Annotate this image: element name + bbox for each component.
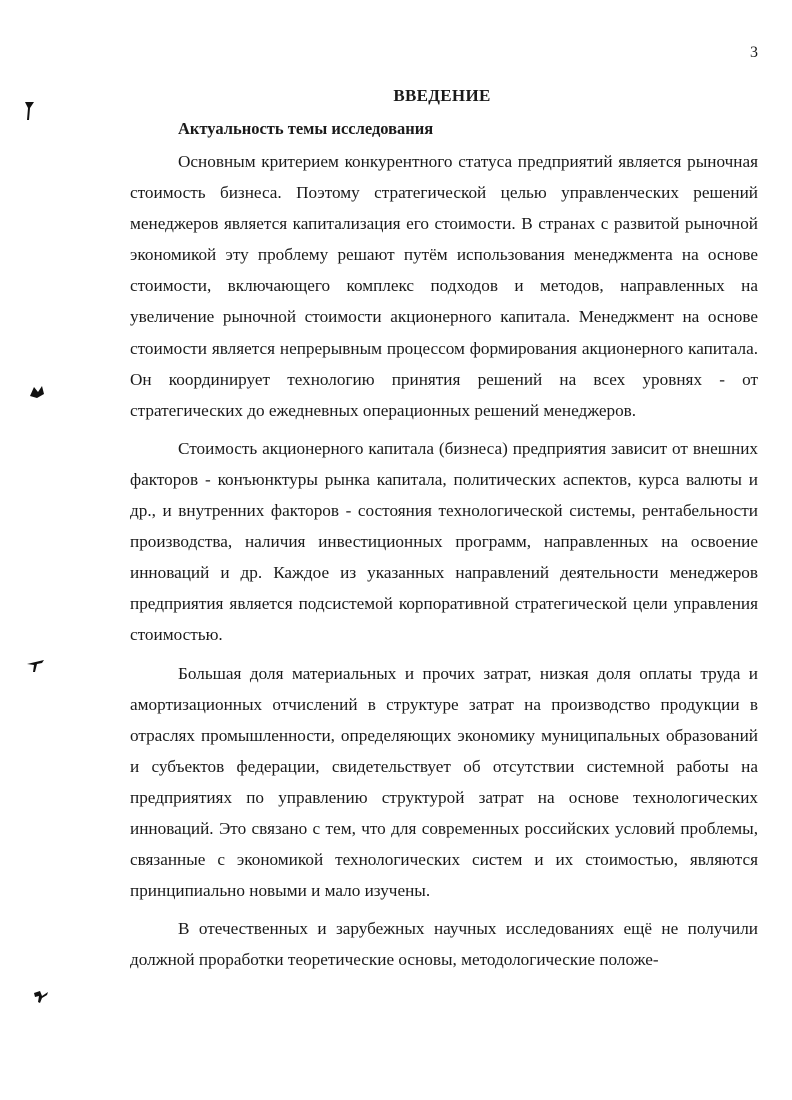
page-heading: ВВЕДЕНИЕ	[393, 86, 491, 105]
paragraph-3: Большая доля материальных и прочих затрат, низкая доля оплаты труда и амортизационных отчислений в структуре затрат на производство продукции в отраслях промышленности, определяющих экономику муниципальных образований и субъектов федерации, свидетельствует об отсутствии системной работы на предприятиях по управлению структурой затрат на основе технологических инноваций. Это связано с тем, что для современных российских условий проблемы, связанные с экономикой технологических систем и их стоимостью, являются принципиально новыми и мало изучены.	[130, 663, 758, 901]
scan-mark-2	[28, 384, 46, 404]
paragraph-4: В отечественных и зарубежных научных исследованиях ещё не получили должной проработки теоретические основы, методологические положе-	[130, 919, 758, 970]
paragraph-2: Стоимость акционерного капитала (бизнеса) предприятия зависит от внешних факторов - конъюнктуры рынка капитала, политических аспектов, курса валюты и др., и внутренних факторов - состояния технологической системы, рентабельности производства, наличия инвестиционных программ, направленных на освоение инноваций и др. Каждое из указанных направлений деятельности менеджеров предприятия является подсистемой корпоративной стратегической цели управления стоимостью.	[130, 438, 758, 645]
scan-mark-4	[32, 988, 50, 1008]
paragraph-1: Основным критерием конкурентного статуса предприятий является рыночная стоимость бизнеса. Поэтому стратегической целью управленческих решений менеджеров является капитализация его стоимости. В странах с развитой рыночной экономикой эту проблему решают путём использования менеджмента на основе стоимости, включающего комплекс подходов и методов, направленных на увеличение рыночной стоимости акционерного капитала. Менеджмент на основе стоимости является непрерывным процессом формирования акционерного капитала. Он координирует технологию принятия решений на всех уровнях - от стратегических до ежедневных операционных решений менеджеров.	[130, 152, 758, 420]
scan-mark-3	[26, 656, 46, 678]
section-subheading: Актуальность темы исследования	[178, 119, 434, 138]
page-number: 3	[750, 44, 758, 61]
body-text	[130, 146, 758, 982]
scan-mark-1	[22, 100, 38, 126]
